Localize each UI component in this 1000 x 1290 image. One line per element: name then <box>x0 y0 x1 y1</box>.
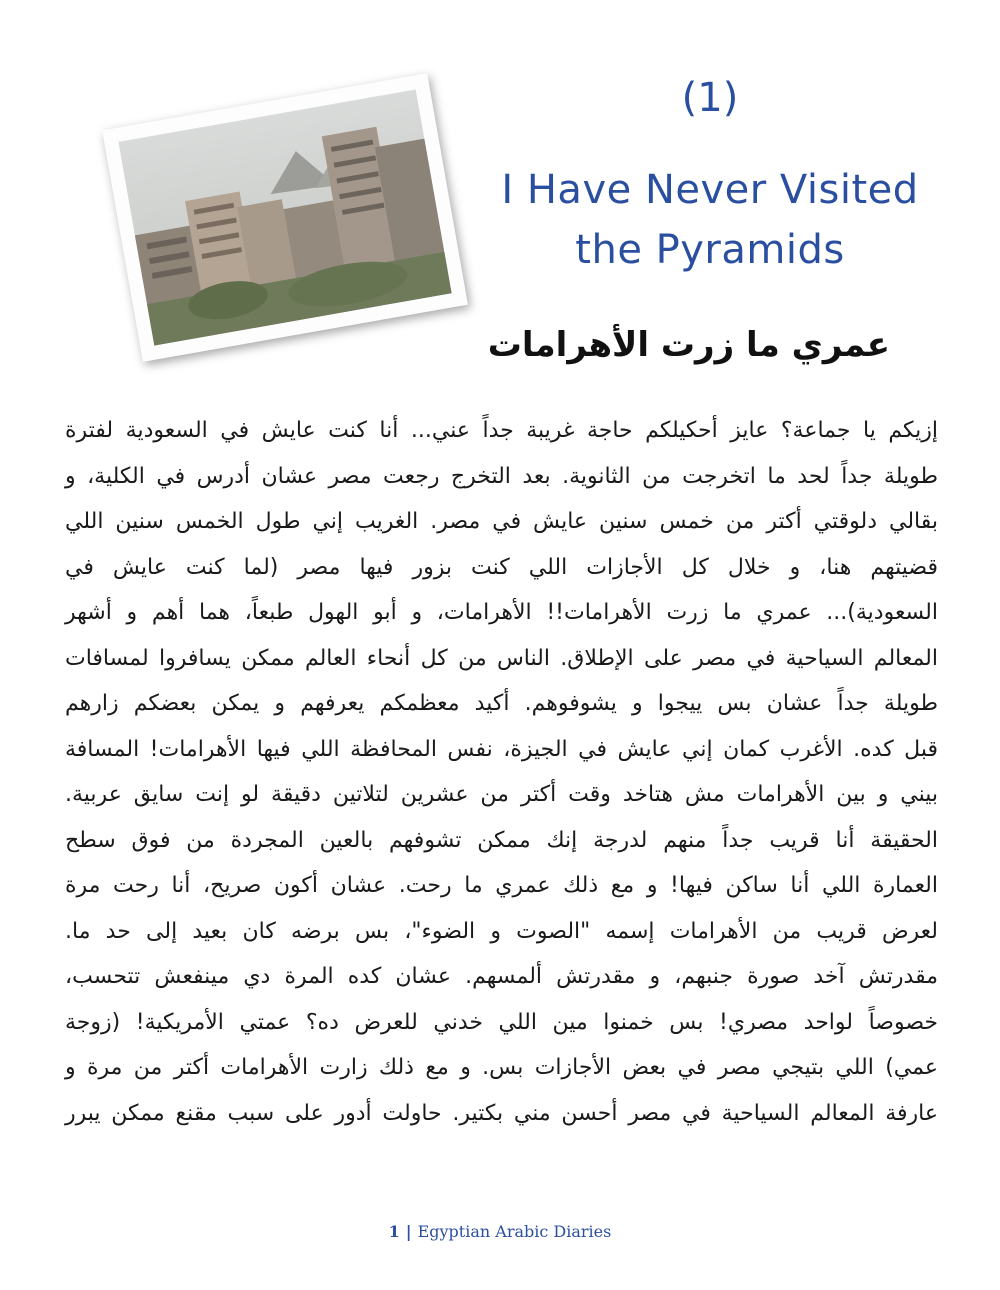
chapter-title-arabic: عمري ما زرت الأهرامات <box>487 325 890 365</box>
body-line: خصوصاً لواحد مصري! بس خمنوا مين اللي خدني للعرض ده؟ عمتي الأمريكية! (زوجة <box>65 1009 938 1035</box>
chapter-photo <box>102 73 468 362</box>
body-line: السعودية)... عمري ما زرت الأهرامات!! الأهرامات، و أبو الهول طبعاً، هما أهم و أشهر <box>65 600 938 625</box>
body-line: العمارة اللي أنا ساكن فيها! و مع ذلك عمري ما رحت. عشان أكون صريح، أنا رحت مرة <box>65 873 938 898</box>
body-line: مقدرتش آخد صورة جنبهم، و مقدرتش ألمسهم. عشان كده المرة دي مينفعش تتحسب، <box>65 964 938 989</box>
body-line: المعالم السياحية في مصر على الإطلاق. الناس من كل أنحاء العالم ممكن يسافروا لمسافات <box>65 645 938 671</box>
body-line: عارفة المعالم السياحية في مصر أحسن مني بكتير. حاولت أدور على سبب مقنع ممكن يبرر <box>65 1100 938 1126</box>
body-text <box>65 408 938 1136</box>
page-number: 1 <box>388 1222 400 1241</box>
body-line: عمي) اللي بتيجي مصر في بعض الأجازات بس. و مع ذلك زارت الأهرامات أكتر من مرة و <box>65 1055 938 1080</box>
body-line: الحقيقة أنا قريب جداً منهم لدرجة إنك ممكن تشوفهم بالعين المجردة من فوق سطح <box>65 827 938 853</box>
body-line: طويلة جداً لحد ما اتخرجت من الثانوية. بعد التخرج رجعت مصر عشان أدرس في الكلية، و <box>65 463 938 489</box>
pyramids-cityscape-image <box>118 89 451 345</box>
book-title: Egyptian Arabic Diaries <box>417 1222 612 1241</box>
body-line: طويلة جداً عشان بس ييجوا و يشوفوهم. أكيد معظمكم يعرفهم و يمكن بعضكم زارهم <box>65 691 938 716</box>
footer-separator: | <box>405 1222 412 1241</box>
body-line: قضيتهم هنا، و خلال كل الأجازات اللي كنت بزور فيها مصر (لما كنت عايش في <box>65 554 938 580</box>
body-line: إزيكم يا جماعة؟ عايز أحكيلكم حاجة غريبة جداً عني... أنا كنت عايش في السعودية لفترة <box>65 418 938 443</box>
chapter-number: (1) <box>681 75 739 121</box>
body-line: بقالي دلوقتي أكتر من خمس سنين عايش في مصر. الغريب إني طول الخمس سنين اللي <box>65 509 938 534</box>
chapter-title-english: I Have Never Visited the Pyramids <box>501 167 919 273</box>
body-line: لعرض قريب من الأهرامات إسمه "الصوت و الضوء"، بس برضه كان بعيد إلى حد ما. <box>65 918 938 944</box>
body-line: قبل كده. الأغرب كمان إني عايش في الجيزة، نفس المحافظة اللي فيها الأهرامات! المسافة <box>65 736 938 762</box>
body-line: بيني و بين الأهرامات مش هتاخد وقت أكتر من عشرين لتلاتين دقيقة لو إنت سايق عربية. <box>65 782 938 807</box>
page-footer <box>0 1222 1000 1241</box>
